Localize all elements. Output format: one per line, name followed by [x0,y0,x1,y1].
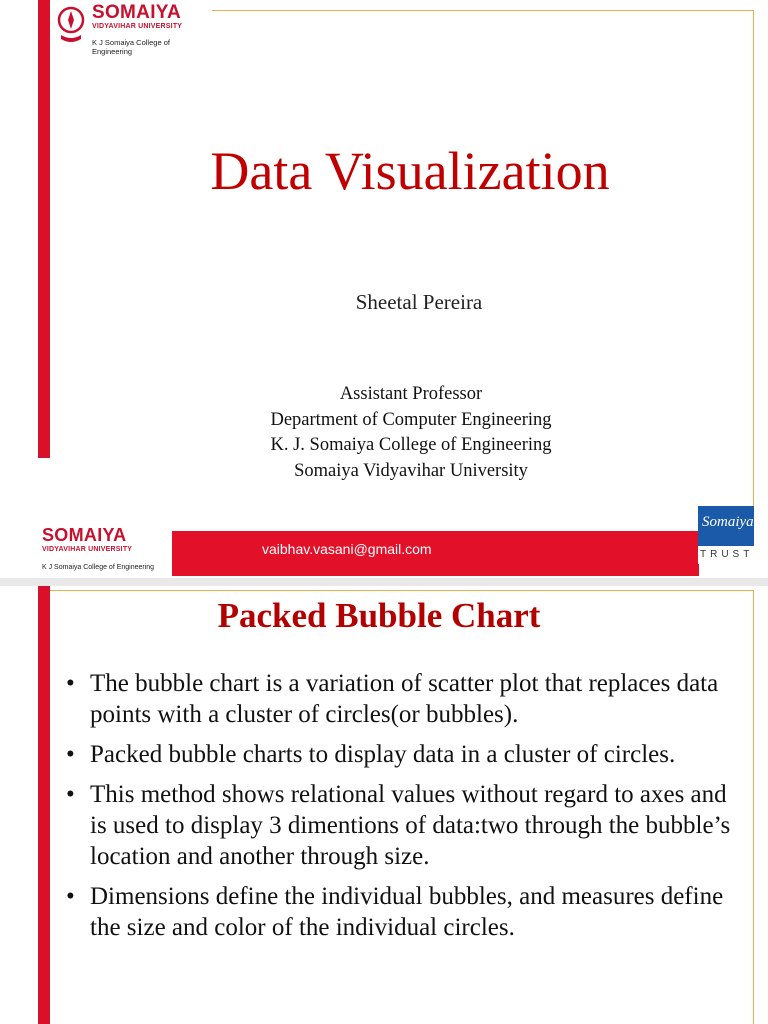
content-slide [0,586,768,1024]
affiliation-line: Assistant Professor [339,384,483,404]
bullet-dot-icon: • [66,741,75,768]
somaiya-logo [50,0,212,56]
frame-line-right [753,590,754,1024]
logo-college: K J Somaiya College of Engineering [42,564,155,571]
slide-separator [0,578,768,586]
slide-title: Data Visualization [210,141,610,201]
somaiya-footer-logo [40,520,170,578]
trust-script-text: Somaiya [702,514,754,530]
footer-red-band [172,531,699,576]
author-name: Sheetal Pereira [355,290,483,314]
bullet-text: This method shows relational values without regard to axes and is used to display 3 dimentions of data:two through the bubble’s location and another through size. [90,781,731,870]
frame-line-top [212,10,754,11]
bullet-dot-icon: • [66,670,75,697]
bullet-text: Packed bubble charts to display data in a cluster of circles. [90,741,676,768]
affiliation-line: Department of Computer Engineering [270,409,552,430]
trust-word: TRUST [700,549,754,560]
bullet-item [64,668,744,730]
slide-title: Packed Bubble Chart [217,596,541,635]
somaiya-emblem-icon [56,5,86,47]
bullet-dot-icon: • [66,883,75,910]
frame-line-top [50,590,754,591]
logo-brand: SOMAIYA [42,525,127,545]
logo-brand: SOMAIYA [92,2,182,23]
somaiya-trust-logo [698,506,754,564]
logo-subtitle: VIDYAVIHAR UNIVERSITY [92,23,183,30]
bullet-list [64,668,744,952]
bullet-item [64,779,744,872]
bullet-text: Dimensions define the individual bubbles, and measures define the size and color of the individual circles. [90,883,724,941]
left-accent-bar [38,586,50,1024]
bullet-text: The bubble chart is a variation of scatter plot that replaces data points with a cluster of circles(or bubbles). [90,670,719,728]
bullet-item [64,881,744,943]
contact-email: vaibhav.vasani@gmail.com [262,541,432,557]
bullet-item [64,739,744,770]
bullet-dot-icon: • [66,781,75,808]
affiliation-block [0,382,768,484]
affiliation-line: K. J. Somaiya College of Engineering [270,435,552,455]
logo-subtitle: VIDYAVIHAR UNIVERSITY [42,546,133,553]
affiliation-line: Somaiya Vidyavihar University [294,460,528,481]
logo-college: K J Somaiya College of Engineering [92,38,170,56]
